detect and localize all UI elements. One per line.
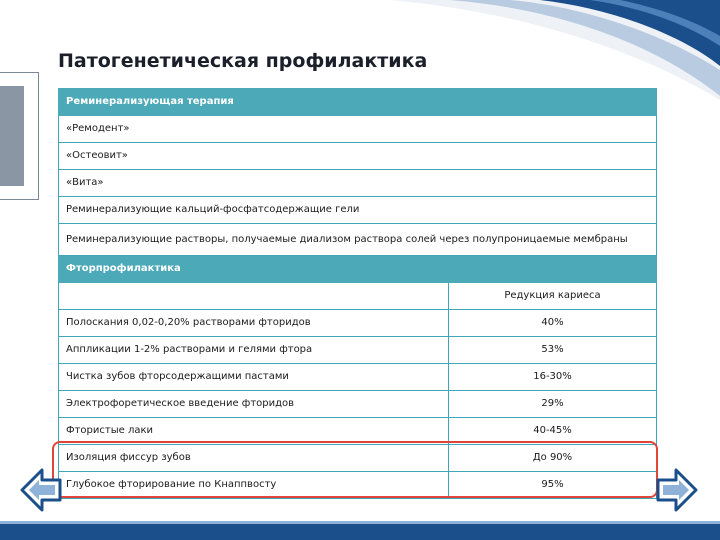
method-cell: Аппликации 1-2% растворами и гелями фтора (59, 337, 449, 364)
method-cell: Электрофоретическое введение фторидов (59, 391, 449, 418)
table-row (59, 283, 657, 310)
remineral-item: Реминерализующие кальций-фосфатсодержащие гели (59, 197, 657, 224)
table-row (59, 143, 657, 170)
table-row (59, 224, 657, 256)
reduction-cell: 16-30% (449, 364, 657, 391)
table-row (59, 364, 657, 391)
reduction-cell: 95% (449, 472, 657, 499)
table-row (59, 89, 657, 116)
empty-cell (59, 283, 449, 310)
reduction-cell: 53% (449, 337, 657, 364)
method-cell: Изоляция фиссур зубов (59, 445, 449, 472)
table-row (59, 337, 657, 364)
fluor-header: Фторпрофилактика (59, 256, 657, 283)
remineral-item: «Ремодент» (59, 116, 657, 143)
prophylaxis-table (58, 88, 657, 499)
prev-slide-arrow-icon[interactable] (20, 468, 62, 512)
reduction-cell: 40-45% (449, 418, 657, 445)
next-slide-arrow-icon[interactable] (656, 468, 698, 512)
reduction-column-header: Редукция кариеса (449, 283, 657, 310)
reduction-cell: До 90% (449, 445, 657, 472)
table-row (59, 256, 657, 283)
bottom-bar-decoration (0, 521, 720, 540)
table-row (59, 170, 657, 197)
highlight-frame (52, 441, 658, 498)
left-bracket-decoration (0, 72, 40, 200)
table-row (59, 197, 657, 224)
method-cell: Глубокое фторирование по Кнаппвосту (59, 472, 449, 499)
remineral-header: Реминерализующая терапия (59, 89, 657, 116)
page-title: Патогенетическая профилактика (58, 50, 428, 72)
method-cell: Чистка зубов фторсодержащими пастами (59, 364, 449, 391)
remineral-item: «Вита» (59, 170, 657, 197)
method-cell: Полоскания 0,02-0,20% растворами фторидов (59, 310, 449, 337)
remineral-item: «Остеовит» (59, 143, 657, 170)
remineral-item: Реминерализующие растворы, получаемые диализом раствора солей через полупроницаемые мембраны (59, 224, 657, 256)
reduction-cell: 40% (449, 310, 657, 337)
table-row (59, 391, 657, 418)
table-row (59, 116, 657, 143)
table-row (59, 310, 657, 337)
reduction-cell: 29% (449, 391, 657, 418)
method-cell: Фтористые лаки (59, 418, 449, 445)
